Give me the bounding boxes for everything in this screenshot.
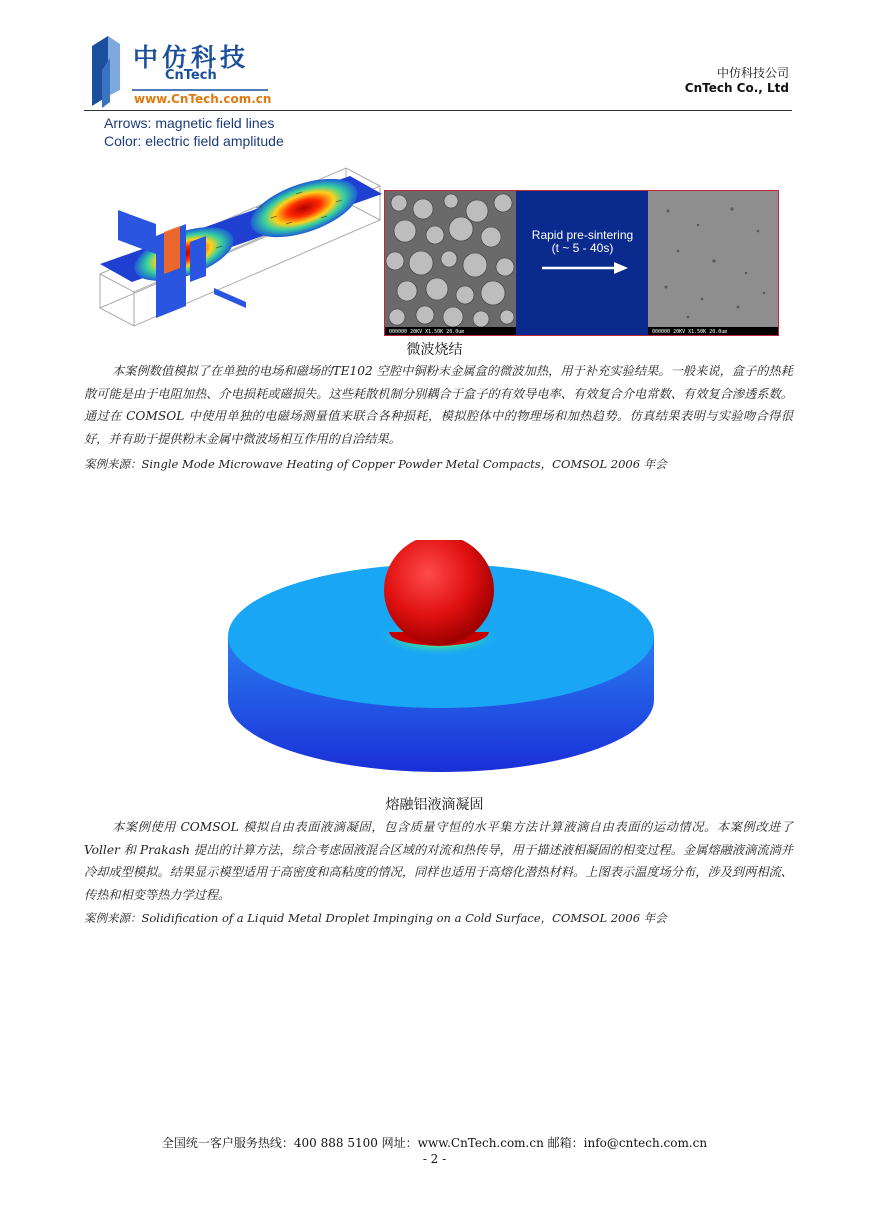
- arrow-label-line1: Rapid pre-sintering: [531, 228, 634, 242]
- figure1-paragraph-text: 本案例数值模拟了在单独的电场和磁场的TE102 空腔中铜粉末金属盒的微波加热，用于补充实验结果。一般来说，盒子的热耗散可能是由于电阻加热、介电损耗或磁损失。这些耗散机制分别耦合于盒子的有效导电率、有效复合介电常数、有效复合渗透系数。通过在 COMSOL 中使用单独的电磁场测量值来联合各种损耗，模拟腔体中的物理场和加热趋势。仿真结果表明与实验吻合得很好，并有助于提供粉末金属中微波场相互作用的自洽结果。: [84, 364, 793, 446]
- sem-label-left: 000000 20KV X1.50K 20.0um: [389, 329, 465, 335]
- cavity-simulation-image: [96, 158, 384, 338]
- footer-contact: 全国统一客户服务热线：400 888 5100 网址：www.CnTech.com.cn 邮箱：info@cntech.com.cn: [161, 1136, 708, 1150]
- figure2-paragraph-text: 本案例使用 COMSOL 模拟自由表面液滴凝固，包含质量守恒的水平集方法计算液滴自由表面的运动情况。本案例改进了 Voller 和 Prakash 提出的计算方法，综合考虑固液混合区域的对流和热传导，用于描述液相凝固的相变过程。金属熔融液滴流淌并冷却成型模拟。结果显示模型适用于高密度和高粘度的情况，同样也适用于高熔化潜热材料。上图表示温度场分布，涉及到两相流、传热和相变等热力学过程。: [84, 820, 793, 902]
- figure2-source: 案例来源：Solidification of a Liquid Metal Droplet Impinging on a Cold Surface，COMSOL 2006 年会: [84, 911, 667, 925]
- figure1-source: 案例来源：Single Mode Microwave Heating of Copper Powder Metal Compacts，COMSOL 2006 年会: [84, 457, 667, 471]
- figure1-caption-line1: Arrows: magnetic field lines: [104, 115, 275, 131]
- logo-url-text: www.CnTech.com.cn: [134, 92, 272, 106]
- right-arrow-icon: [540, 261, 630, 275]
- company-name-en: CnTech Co., Ltd: [684, 81, 789, 95]
- droplet-simulation-image: [226, 540, 656, 780]
- figure1-title: 微波烧结: [406, 342, 463, 358]
- figure2-paragraph: [84, 816, 793, 906]
- sem-label-right: 000000 20KV X1.50K 20.0um: [652, 329, 728, 335]
- logo-chinese-text: 中仿科技: [133, 43, 250, 72]
- micro-sintering-image: [384, 190, 779, 336]
- header-divider: [84, 110, 792, 111]
- sem-powder-before-icon: [385, 191, 516, 335]
- sem-sintered-after-icon: [648, 191, 778, 335]
- figure2-title: 熔融铝液滴凝固: [385, 797, 484, 813]
- arrow-label: [516, 229, 649, 255]
- figure1-paragraph: [84, 360, 793, 450]
- page-number: - 2 -: [422, 1152, 447, 1166]
- figure1-caption-line2: Color: electric field amplitude: [104, 133, 284, 149]
- logo-english-text: CnTech: [165, 68, 217, 83]
- company-name-cn: 中仿科技公司: [716, 66, 789, 80]
- arrow-label-line2: (t ~ 5 - 40s): [551, 241, 614, 255]
